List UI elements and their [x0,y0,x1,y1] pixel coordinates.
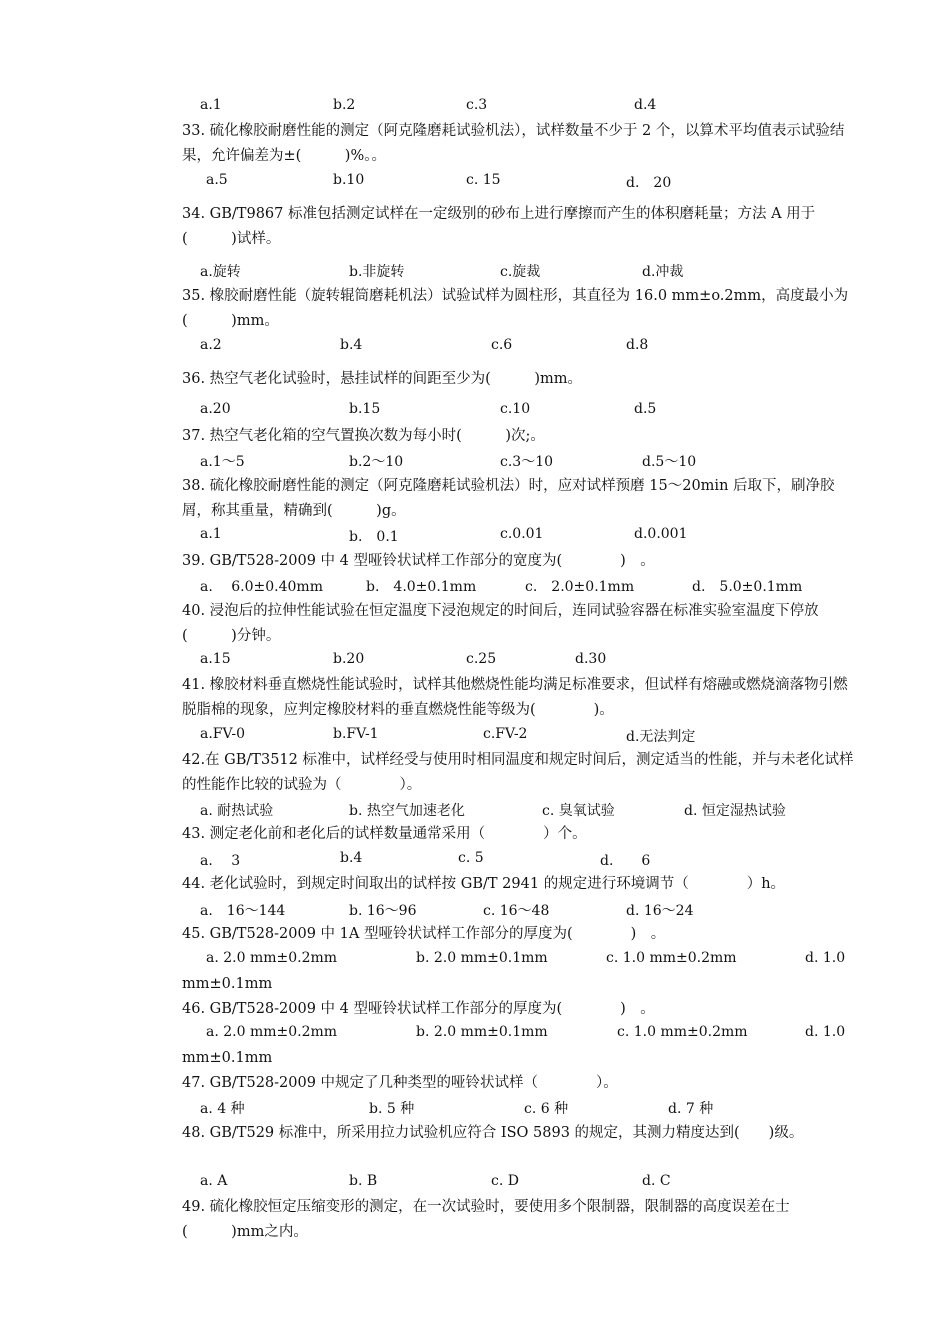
option-d: d.0.001 [634,526,688,542]
question-37: 37. 热空气老化箱的空气置换次数为每小时( )次;。 [182,428,545,444]
option-d: d.4 [634,97,657,113]
answer-options [0,651,950,673]
option-d: d. 7 种 [668,1101,714,1117]
option-d: d. 20 [626,175,672,191]
question-41: 41. 橡胶材料垂直燃烧性能试验时，试样其他燃烧性能均满足标准要求，但试样有熔融或燃烧滴落物引燃脱脂棉的现象，应判定橡胶材料的垂直燃烧性能等级为( )。 [182,677,848,718]
question-48: 48. GB/T529 标准中，所采用拉力试验机应符合 ISO 5893 的规定，其测力精度达到( )级。 [182,1125,804,1141]
option-c: c.25 [466,651,497,667]
question-47: 47. GB/T528-2009 中规定了几种类型的哑铃状试样（ ）。 [182,1075,618,1091]
option-a: a.1～5 [200,454,245,470]
option-b: b.4 [340,337,363,353]
question-43: 43. 测定老化前和老化后的试样数量通常采用（ ）个。 [182,826,587,842]
question-38: 38. 硫化橡胶耐磨性能的测定（阿克隆磨耗试验机法）时，应对试样预磨 15～20min 后取下，刷净胶屑，称其重量，精确到( )g。 [182,478,835,519]
answer-options [0,950,950,972]
option-b: b.10 [333,172,365,188]
option-a: a. 2.0 mm±0.2mm [206,1024,338,1040]
option-a: a. 16～144 [200,903,286,919]
continuation-text: mm±0.1mm [182,1050,273,1066]
question-40: 40. 浸泡后的拉伸性能试验在恒定温度下浸泡规定的时间后，连同试验容器在标准实验室温度下停放( )分钟。 [182,603,819,644]
question-39: 39. GB/T528-2009 中 4 型哑铃状试样工作部分的宽度为( ) 。 [182,553,655,569]
option-a: a.FV-0 [200,726,245,742]
option-a: a. A [200,1173,228,1189]
option-a: a. 6.0±0.40mm [200,579,323,595]
option-c: c.3～10 [500,454,554,470]
option-b: b. 2.0 mm±0.1mm [416,950,548,966]
answer-options [0,850,950,872]
option-c: c. 1.0 mm±0.2mm [617,1024,748,1040]
option-b: b. 5 种 [369,1101,415,1117]
option-b: b.20 [333,651,365,667]
option-b: b.4 [340,850,363,866]
option-c: c. 臭氧试验 [542,803,615,819]
option-c: c. 16～48 [483,903,550,919]
answer-options [0,261,950,283]
question-45: 45. GB/T528-2009 中 1A 型哑铃状试样工作部分的厚度为( ) 。 [182,926,666,942]
option-d: d. 16～24 [626,903,694,919]
question-49: 49. 硫化橡胶恒定压缩变形的测定，在一次试验时，要使用多个限制器，限制器的高度误差在士( )mm之内。 [182,1199,790,1240]
option-a: a.1 [200,526,222,542]
option-c: c. 1.0 mm±0.2mm [606,950,737,966]
question-46: 46. GB/T528-2009 中 4 型哑铃状试样工作部分的厚度为( ) 。 [182,1001,655,1017]
option-c: c. 2.0±0.1mm [525,579,635,595]
question-44: 44. 老化试验时，到规定时间取出的试样按 GB/T 2941 的规定进行环境调节（ ）h。 [182,876,786,892]
option-b: b. B [349,1173,378,1189]
option-c: c. 15 [466,172,501,188]
question-33: 33. 硫化橡胶耐磨性能的测定（阿克隆磨耗试验机法），试样数量不少于 2 个，以算术平均值表示试验结果，允许偏差为±( )%。。 [182,123,845,164]
answer-options [0,401,950,423]
option-a: a.2 [200,337,222,353]
option-a: a. 3 [200,853,241,869]
option-b: b.2 [333,97,356,113]
option-b: b.FV-1 [333,726,379,742]
option-c: c. 6 种 [524,1101,569,1117]
option-d: d.5 [634,401,657,417]
answer-options [0,526,950,548]
option-c: c.0.01 [500,526,544,542]
option-a: a.20 [200,401,231,417]
answer-options [0,1024,950,1046]
answer-options [0,337,950,359]
option-d: d. 恒定湿热试验 [684,803,786,819]
option-d: d.30 [575,651,607,667]
continuation-text: mm±0.1mm [182,976,273,992]
option-d: d. 5.0±0.1mm [692,579,803,595]
answer-options [0,1098,950,1120]
question-35: 35. 橡胶耐磨性能（旋转辊筒磨耗机法）试验试样为圆柱形，其直径为 16.0 mm±o.2mm，高度最小为( )mm。 [182,288,849,329]
option-a: a. 4 种 [200,1101,245,1117]
option-d: d. 1.0 [805,1024,846,1040]
answer-options [0,1173,950,1195]
option-b: b.非旋转 [349,264,405,280]
option-b: b.15 [349,401,381,417]
option-c: c.旋裁 [500,264,541,280]
option-b: b. 热空气加速老化 [349,803,465,819]
option-b: b. 16～96 [349,903,417,919]
option-d: d. 6 [600,853,651,869]
option-d: d. 1.0 [805,950,846,966]
option-d: d.冲裁 [642,264,684,280]
option-a: a. 耐热试验 [200,803,274,819]
answer-options [0,97,950,119]
answer-options [0,451,950,473]
option-b: b. 4.0±0.1mm [366,579,477,595]
option-a: a.旋转 [200,264,241,280]
question-42: 42.在 GB/T3512 标准中，试样经受与使用时相同温度和规定时间后，测定适当的性能，并与未老化试样的性能作比较的试验为（ ）。 [182,752,854,793]
option-a: a.5 [206,172,228,188]
option-d: d.8 [626,337,649,353]
option-c: c.6 [491,337,513,353]
answer-options [0,172,950,194]
option-a: a. 2.0 mm±0.2mm [206,950,338,966]
option-a: a.15 [200,651,231,667]
option-a: a.1 [200,97,222,113]
answer-options [0,576,950,598]
question-34: 34. GB/T9867 标准包括测定试样在一定级别的砂布上进行摩擦而产生的体积磨耗量；方法 A 用于( )试样。 [182,206,816,247]
question-36: 36. 热空气老化试验时，悬挂试样的间距至少为( )mm。 [182,371,582,387]
answer-options [0,726,950,748]
option-c: c.10 [500,401,531,417]
option-c: c. 5 [458,850,484,866]
option-b: b. 2.0 mm±0.1mm [416,1024,548,1040]
option-d: d.5～10 [642,454,697,470]
option-c: c. D [491,1173,519,1189]
option-c: c.FV-2 [483,726,528,742]
option-b: b. 0.1 [349,529,399,545]
answer-options [0,800,950,822]
option-c: c.3 [466,97,488,113]
option-d: d.无法判定 [626,729,696,745]
answer-options [0,900,950,922]
option-d: d. C [642,1173,671,1189]
option-b: b.2～10 [349,454,404,470]
